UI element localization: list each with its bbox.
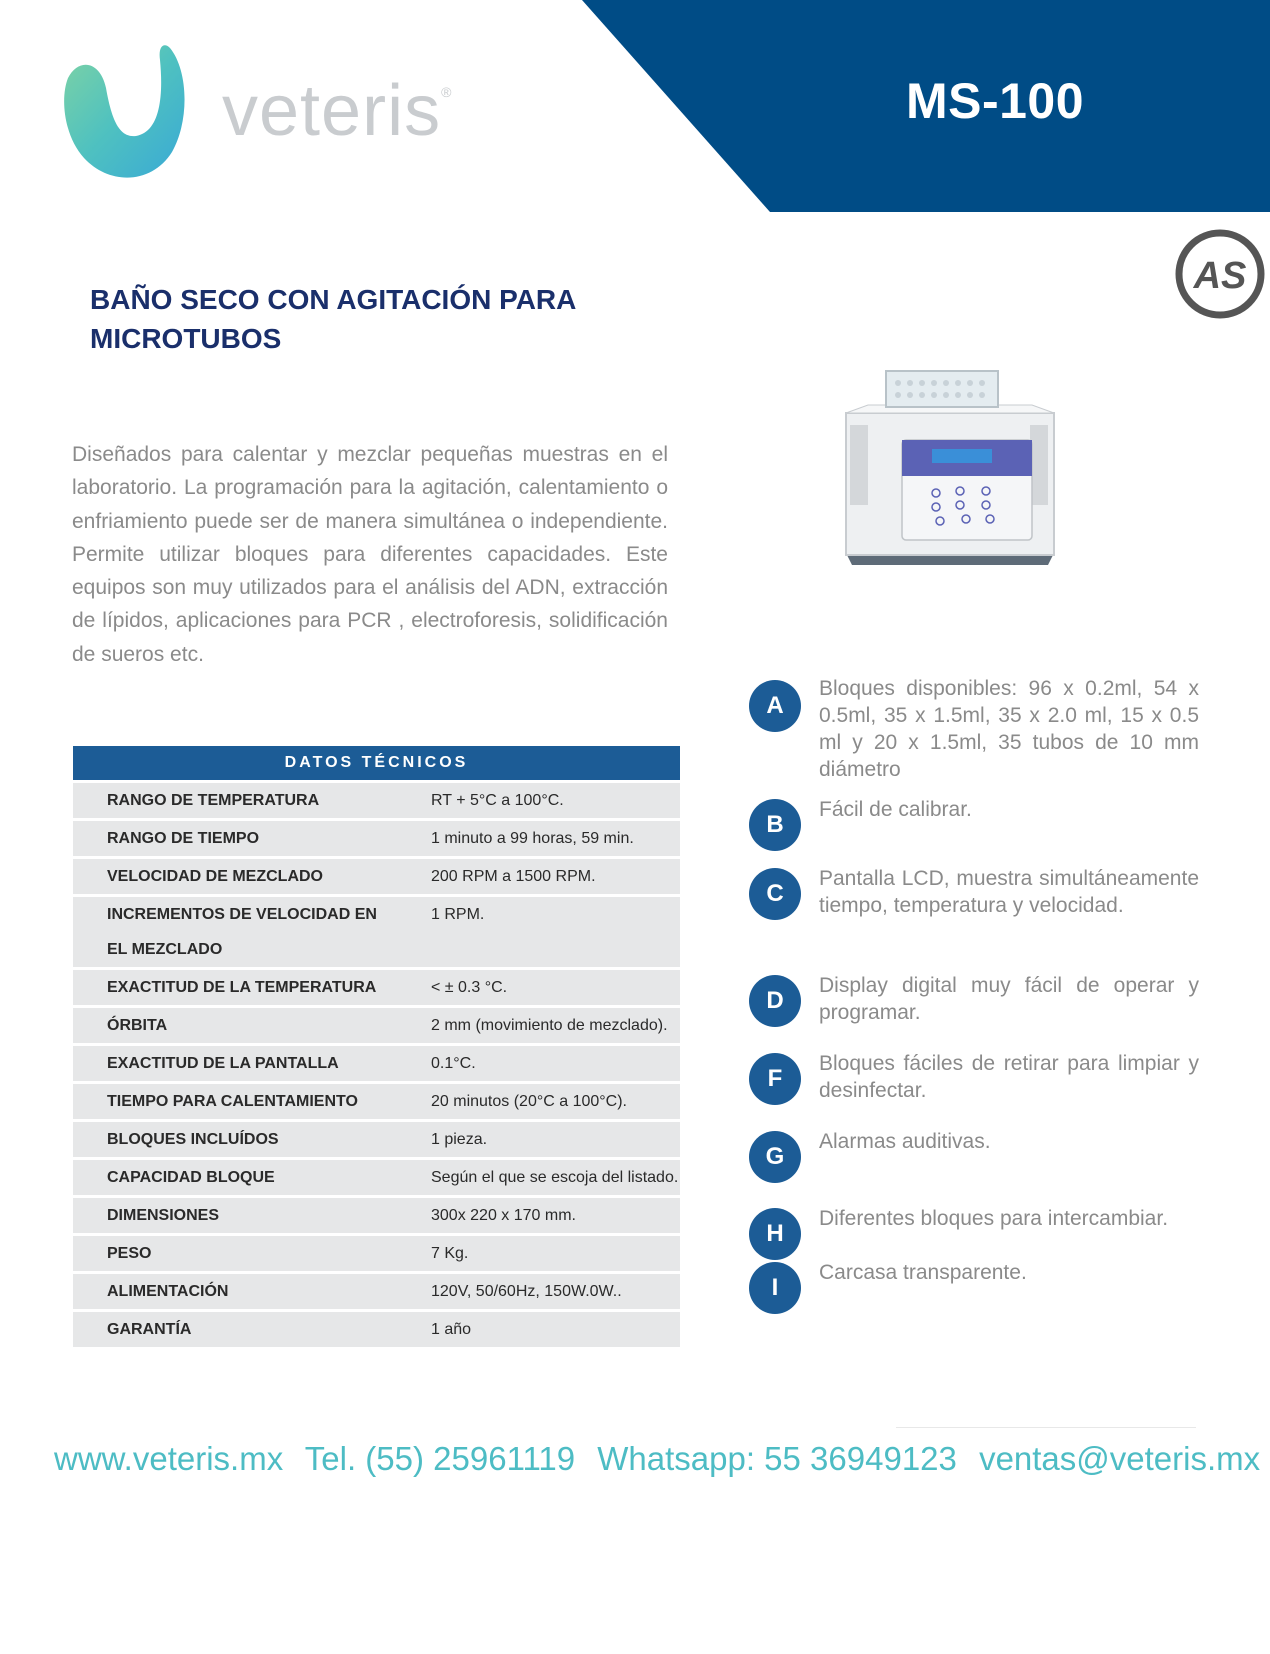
feature-letter-badge: H (749, 1208, 801, 1260)
spec-row (73, 821, 680, 856)
footer-divider (896, 1427, 1196, 1428)
spec-row (73, 1312, 680, 1347)
spec-value: 1 año (431, 1321, 472, 1338)
spec-value: 120V, 50/60Hz, 150W.0W.. (431, 1283, 622, 1300)
spec-value: 200 RPM a 1500 RPM. (431, 868, 596, 885)
specs-table-heading: DATOS TÉCNICOS (73, 746, 680, 780)
feature-text: Diferentes bloques para intercambiar. (819, 1207, 1169, 1230)
feature-letter-badge: C (749, 868, 801, 920)
spec-row (73, 1084, 680, 1119)
brand-name: veteris® (222, 71, 453, 151)
as-brand-badge-icon (1174, 228, 1266, 320)
spec-label: VELOCIDAD DE MEZCLADO (107, 868, 323, 885)
spec-value: 20 minutos (20°C a 100°C). (431, 1093, 627, 1110)
spec-label: DIMENSIONES (107, 1207, 220, 1224)
spec-row (73, 1008, 680, 1043)
svg-text:AS: AS (1193, 255, 1247, 297)
feature-letter-badge: D (749, 975, 801, 1027)
feature-text: Bloques disponibles: 96 x 0.2ml, 54 x 0.5ml, 35 x 1.5ml, 35 x 2.0 ml, 15 x 0.5 ml y 20 x 1.5ml, 35 tubos de 10 mm diámetro (819, 677, 1199, 781)
spec-row (73, 859, 680, 894)
feature-letter-badge: G (749, 1131, 801, 1183)
spec-label: GARANTÍA (107, 1321, 192, 1338)
feature-text: Display digital muy fácil de operar y programar. (819, 974, 1199, 1024)
spec-value: Según el que se escoja del listado. (431, 1169, 679, 1186)
spec-value: 300x 220 x 170 mm. (431, 1207, 576, 1224)
spec-row (73, 1122, 680, 1157)
spec-value: 1 pieza. (431, 1131, 488, 1148)
spec-row (73, 1236, 680, 1271)
spec-row (73, 1274, 680, 1309)
spec-value: 7 Kg. (431, 1245, 469, 1262)
feature-text: Fácil de calibrar. (819, 798, 972, 821)
product-title: BAÑO SECO CON AGITACIÓN PARA MICROTUBOS (90, 284, 576, 354)
spec-row (73, 1046, 680, 1081)
feature-text: Bloques fáciles de retirar para limpiar y desinfectar. (819, 1052, 1199, 1102)
footer-email[interactable]: ventas@veteris.mx (979, 1440, 1261, 1477)
feature-letter-badge: A (749, 680, 801, 732)
spec-label: RANGO DE TIEMPO (107, 830, 260, 847)
feature-text: Alarmas auditivas. (819, 1130, 991, 1153)
spec-label: CAPACIDAD BLOQUE (107, 1169, 275, 1186)
feature-text: Pantalla LCD, muestra simultáneamente tiempo, temperatura y velocidad. (819, 867, 1199, 917)
footer-contact (54, 1440, 1261, 1478)
feature-letter-badge: B (749, 799, 801, 851)
spec-row (73, 897, 680, 967)
footer-whatsapp: Whatsapp: 55 36949123 (597, 1440, 957, 1477)
feature-letter-badge: I (749, 1262, 801, 1314)
spec-row (73, 1160, 680, 1195)
spec-value: 2 mm (movimiento de mezclado). (431, 1017, 668, 1034)
product-image-icon (840, 365, 1060, 585)
feature-letter-badge: F (749, 1053, 801, 1105)
spec-label: PESO (107, 1245, 152, 1262)
spec-label: RANGO DE TEMPERATURA (107, 792, 320, 809)
spec-value: 1 RPM. (431, 906, 485, 923)
spec-label: TIEMPO PARA CALENTAMIENTO (107, 1093, 358, 1110)
veteris-logo-icon (60, 40, 190, 185)
spec-value: 0.1°C. (431, 1055, 476, 1072)
spec-label: BLOQUES INCLUÍDOS (107, 1131, 279, 1148)
feature-text: Carcasa transparente. (819, 1261, 1027, 1284)
spec-label: ÓRBITA (107, 1017, 168, 1034)
model-number: MS-100 (905, 73, 1085, 129)
spec-value: < ± 0.3 °C. (431, 979, 508, 996)
spec-label: EXACTITUD DE LA PANTALLA (107, 1055, 339, 1072)
spec-label: INCREMENTOS DE VELOCIDAD EN EL MEZCLADO (107, 906, 377, 958)
spec-row (73, 970, 680, 1005)
technical-specs-table (73, 746, 680, 1350)
spec-value: RT + 5°C a 100°C. (431, 792, 564, 809)
spec-row (73, 1198, 680, 1233)
spec-label: ALIMENTACIÓN (107, 1283, 229, 1300)
footer-phone: Tel. (55) 25961119 (304, 1440, 576, 1477)
product-description: Diseñados para calentar y mezclar pequeñas muestras en el laboratorio. La programación para la agitación, calentamiento o enfriamiento puede ser de manera simultánea o independiente. Permite utilizar bloques para diferentes capacidades. Este equipos son muy utilizados para el análisis del ADN, extracción de lípidos, aplicaciones para PCR , electroforesis, solidificación de sueros etc. (72, 443, 668, 666)
spec-label: EXACTITUD DE LA TEMPERATURA (107, 979, 377, 996)
spec-value: 1 minuto a 99 horas, 59 min. (431, 830, 634, 847)
spec-row (73, 783, 680, 818)
footer-website[interactable]: www.veteris.mx (54, 1440, 284, 1477)
